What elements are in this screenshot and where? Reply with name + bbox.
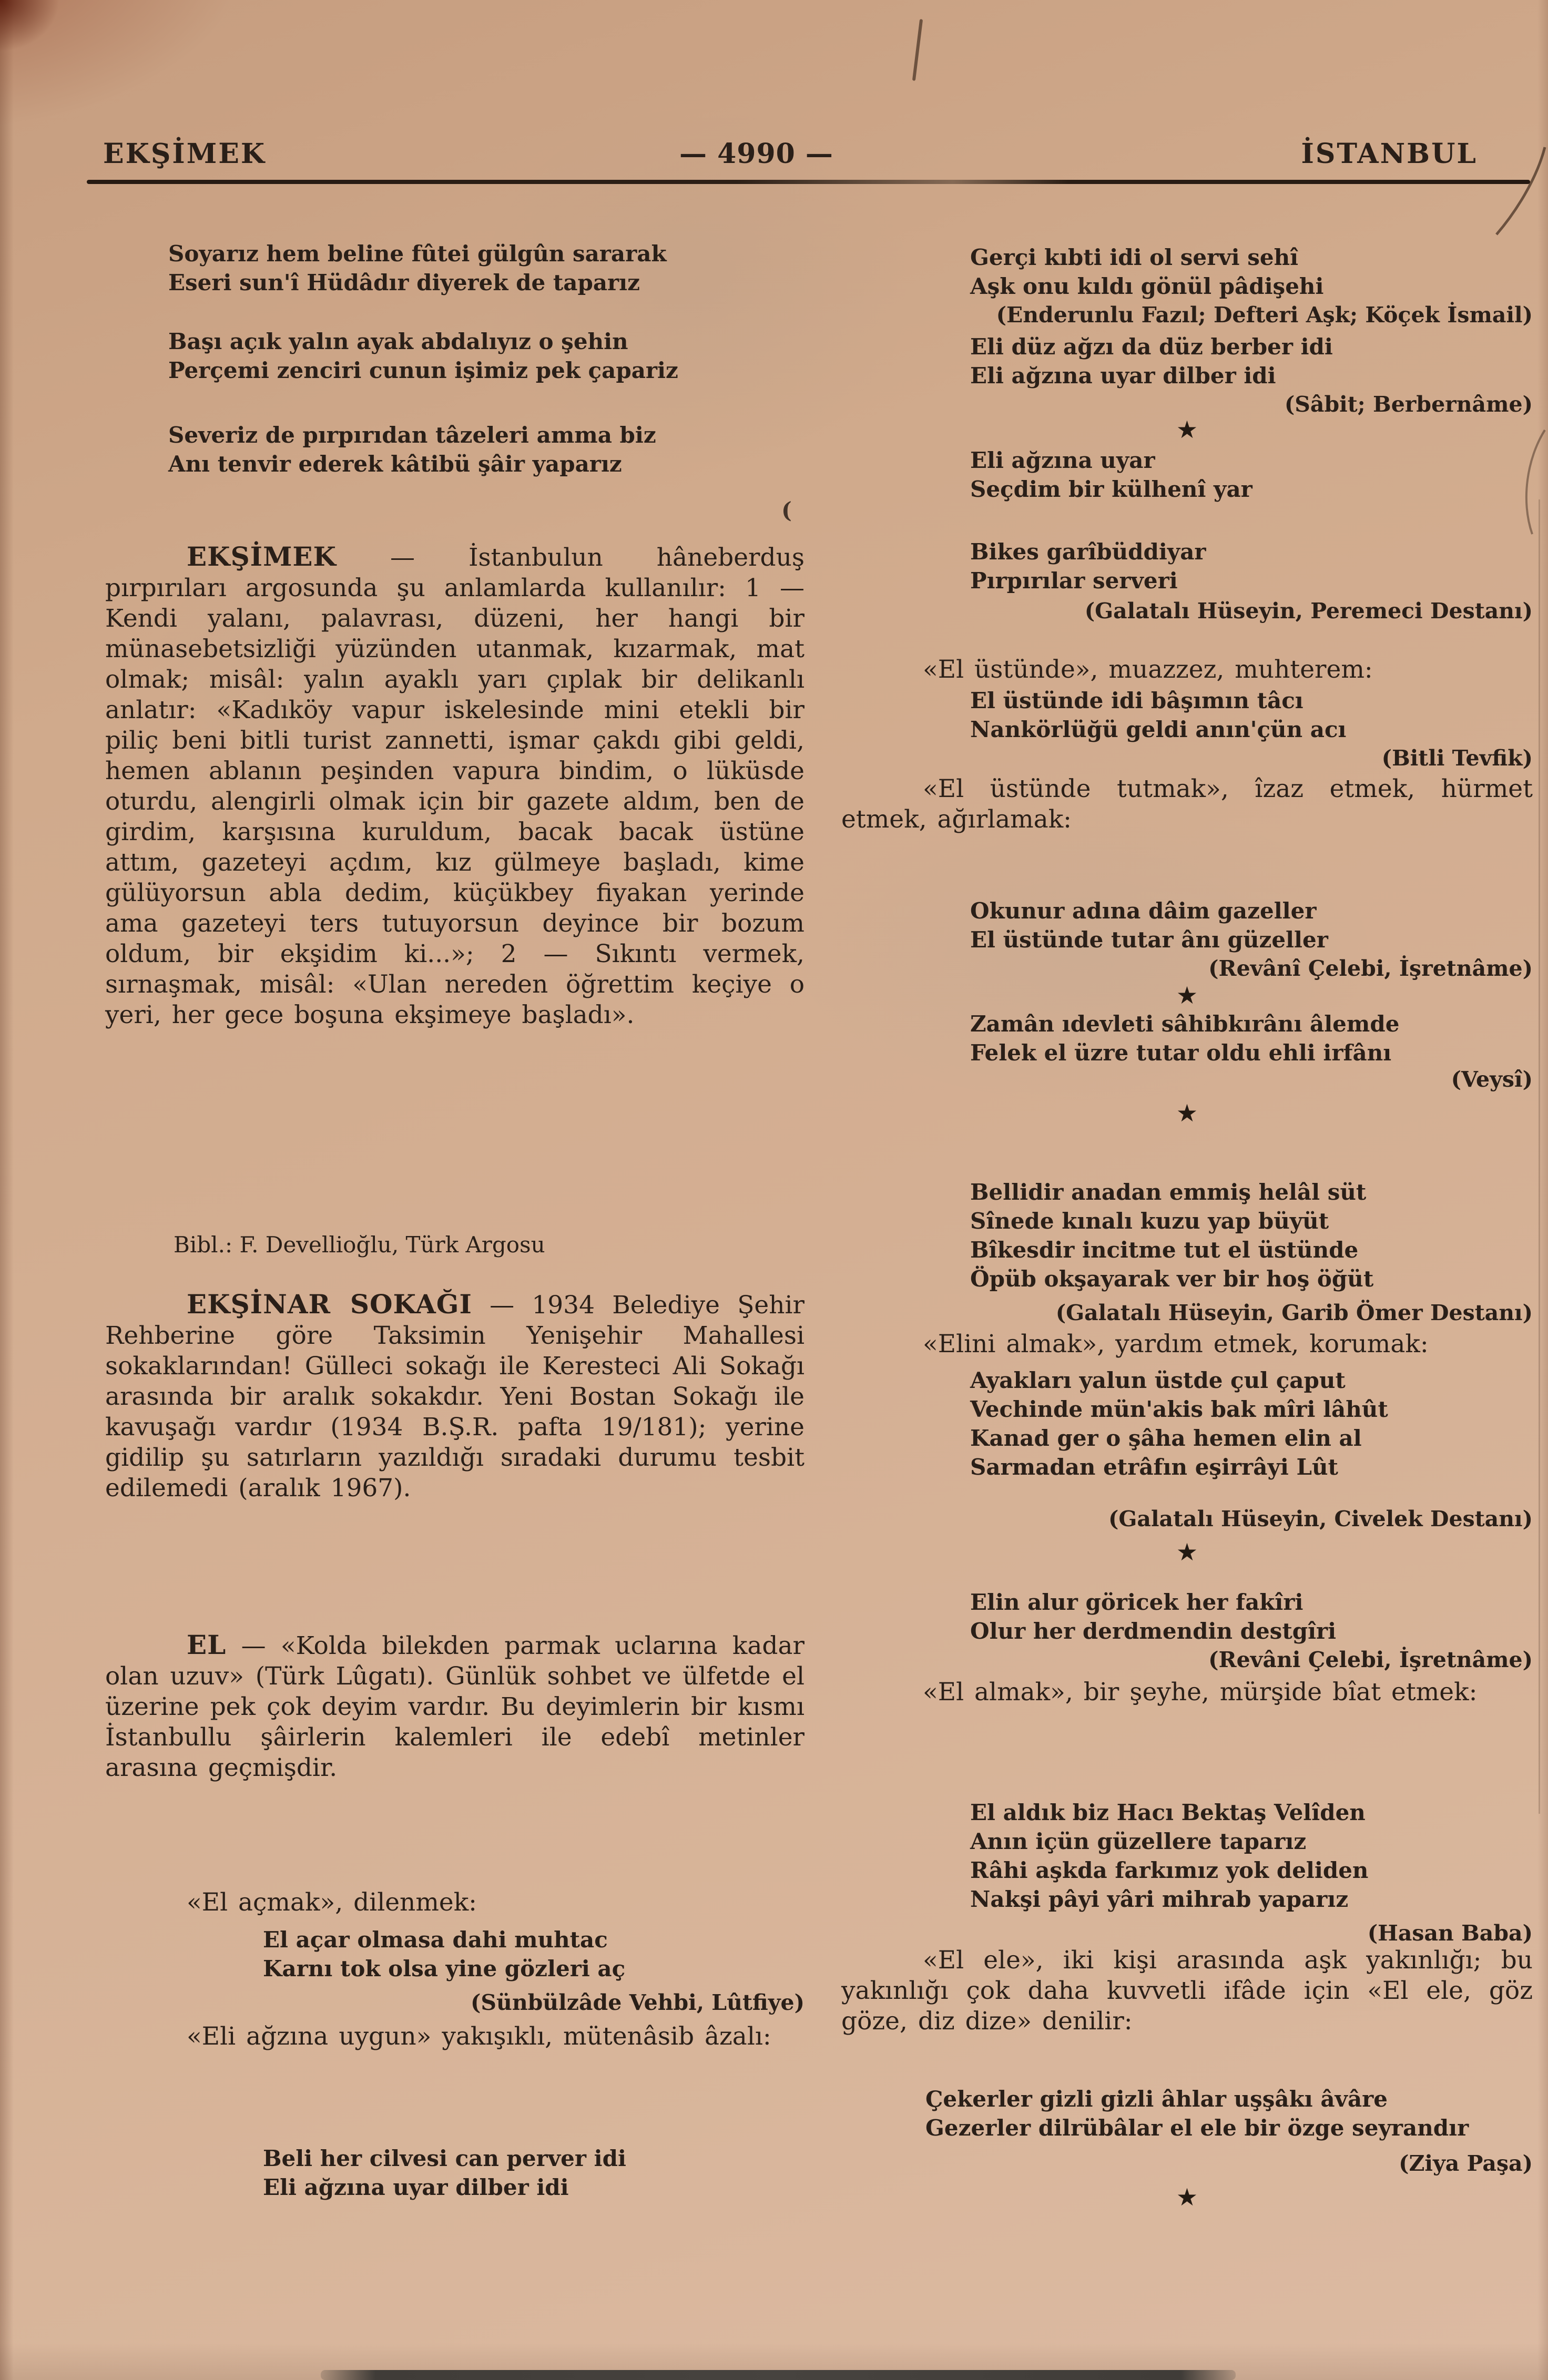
verse-line: Vechinde mün'akis bak mîri lâhût: [970, 1396, 1388, 1422]
verse-line: Öpüb okşayarak ver bir hoş öğüt: [970, 1266, 1374, 1292]
verse-line: Pırpırılar serveri: [970, 568, 1178, 594]
verse-line: Anı tenvir ederek kâtibü şâir yaparız: [168, 451, 622, 477]
star-separator-icon: ★: [1176, 1099, 1198, 1127]
verse-line: Gezerler dilrübâlar el ele bir özge seyrandır: [925, 2115, 1469, 2141]
scan-edge-band-artifact: [321, 2370, 1236, 2380]
star-separator-icon: ★: [1176, 415, 1198, 444]
verse-block: [841, 1009, 1548, 1067]
verse-line: El açar olmasa dahi muhtac: [263, 1927, 608, 1953]
verse-attribution: (Veysî): [1451, 1067, 1533, 1092]
body-paragraph: «El üstünde tutmak», îzaz etmek, hürmet etmek, ağırlamak:: [841, 774, 1533, 834]
verse-line: Gerçi kıbti idi ol servi sehî: [970, 244, 1299, 270]
verse-attribution: (Enderunlu Fazıl; Defteri Aşk; Köçek İsmail): [996, 302, 1533, 328]
verse-block: [105, 327, 868, 385]
verse-attribution: (Bitli Tevfik): [1381, 745, 1533, 771]
verse-line: Olur her derdmendin destgîri: [970, 1618, 1337, 1644]
running-head-entry: EKŞİMEK: [103, 138, 267, 170]
verse-line: Sînede kınalı kuzu yap büyüt: [970, 1208, 1329, 1234]
verse-line: Eli ağzına uyar dilber idi: [263, 2174, 569, 2200]
verse-attribution: (Ziya Paşa): [1399, 2151, 1533, 2176]
verse-line: Eseri sun'î Hüdâdır diyerek de taparız: [168, 270, 640, 295]
verse-line: Kanad ger o şâha hemen elin al: [970, 1425, 1362, 1451]
verse-line: Eli ağzına uyar dilber idi: [970, 363, 1276, 389]
verse-block: [105, 421, 868, 478]
verse-block: [841, 1366, 1548, 1482]
star-separator-icon: ★: [1176, 1538, 1198, 1566]
verse-line: El aldık biz Hacı Bektaş Velîden: [970, 1800, 1366, 1825]
verse-block: [841, 1588, 1548, 1646]
star-separator-icon: ★: [1176, 981, 1198, 1009]
verse-line: Seçdim bir külhenî yar: [970, 476, 1252, 502]
verse-block: [841, 896, 1548, 954]
verse-line: Felek el üzre tutar oldu ehli irfânı: [970, 1040, 1392, 1066]
body-paragraph: «El ele», iki kişi arasında aşk yakınlığı; bu yakınlığı çok daha kuvvetli ifâde için «El ele, göz göze, diz dize» denilir:: [841, 1946, 1533, 2036]
verse-line: Başı açık yalın ayak abdalıyız o şehin: [168, 329, 628, 354]
verse-line: Bîkesdir incitme tut el üstünde: [970, 1237, 1359, 1263]
verse-attribution: (Hasan Baba): [1367, 1921, 1533, 1946]
verse-line: Soyarız hem beline fûtei gülgûn sararak: [168, 241, 667, 267]
verse-line: Ayakları yalun üstde çul çaput: [970, 1367, 1346, 1393]
verse-line: Nakşi pâyi yâri mihrab yaparız: [970, 1886, 1349, 1912]
verse-attribution: (Sünbülzâde Vehbi, Lûtfiye): [471, 1990, 804, 2015]
verse-attribution: (Revâni Çelebi, İşretnâme): [1208, 1647, 1533, 1672]
verse-line: Anın içün güzellere taparız: [970, 1829, 1307, 1854]
verse-line: Karnı tok olsa yine gözleri aç: [263, 1956, 626, 1981]
entry-headword: EL: [187, 1629, 227, 1660]
verse-line: Aşk onu kıldı gönül pâdişehi: [970, 273, 1324, 299]
verse-block: [841, 1178, 1548, 1293]
verse-block: [105, 2144, 962, 2202]
verse-line: Severiz de pırpırıdan tâzeleri amma biz: [168, 422, 656, 448]
verse-line: Nankörlüğü geldi anın'çün acı: [970, 717, 1347, 742]
verse-block: [841, 243, 1548, 301]
scan-scratch-artifact: [912, 19, 923, 81]
body-paragraph: «El almak», bir şeyhe, mürşide bîat etmek:: [923, 1678, 1478, 1707]
verse-line: Perçemi zenciri cunun işimiz pek çapariz: [168, 357, 678, 383]
page-number: — 4990 —: [679, 138, 833, 170]
star-separator-icon: ★: [1176, 2183, 1198, 2211]
body-paragraph: «El açmak», dilenmek:: [187, 1888, 477, 1917]
entry-headword: EKŞİNAR SOKAĞI: [187, 1289, 472, 1320]
header-rule: [87, 180, 1530, 184]
verse-attribution: (Sâbit; Berbernâme): [1284, 392, 1533, 417]
verse-attribution: (Galatalı Hüseyin, Garib Ömer Destanı): [1055, 1300, 1533, 1325]
verse-line: Eli ağzına uyar: [970, 447, 1155, 473]
paragraph-text: — «Kolda bilekden parmak uclarına kadar olan uzuv» (Türk Lûgatı). Günlük sohbet ve ülfetde el üzerine pek çok deyim vardır. Bu deyimlerin bir kısmı İstanbullu şâirlerin kalemleri ile edebî metinler arasına geçmişdir.: [105, 1631, 804, 1782]
paragraph-text: — 1934 Belediye Şehir Rehberine göre Taksimin Yenişehir Mahallesi sokaklarından! Gülleci sokağı ile Keresteci Ali Sokağı arasında bir aralık sokakdır. Yeni Bostan Sokağı ile kavuşağı vardır (1934 B.Ş.R. pafta 19/181); yerine gidilip şu satırların yazıldığı sıradaki durumu tesbit edilemedi (aralık 1967).: [105, 1291, 804, 1503]
verse-line: Okunur adına dâim gazeller: [970, 898, 1317, 924]
verse-block: [841, 2085, 1548, 2142]
verse-block: [105, 1925, 962, 1983]
verse-attribution: (Revânî Çelebi, İşretnâme): [1208, 956, 1533, 981]
verse-line: Çekerler gizli gizli âhlar uşşâkı âvâre: [925, 2086, 1388, 2112]
body-paragraph: [105, 1630, 804, 1783]
body-paragraph: [105, 542, 804, 1030]
verse-block: [841, 332, 1548, 390]
body-paragraph: [105, 1289, 804, 1504]
hair-artifact-top-right: [1492, 145, 1548, 238]
verse-attribution: (Galatalı Hüseyin, Civelek Destanı): [1108, 1506, 1533, 1531]
stray-paren-mark: (: [781, 497, 792, 523]
entry-headword: EKŞİMEK: [187, 541, 337, 572]
body-paragraph: «Elini almak», yardım etmek, korumak:: [923, 1330, 1429, 1358]
paragraph-text: — İstanbulun hâneberduş pırpırıları argosunda şu anlamlarda kullanılır: 1 — Kendi yalanı, palavrası, düzeni, her hangi bir münasebetsizliği yüzünden utanmak, kızarmak, mat olmak; misâl: yalın ayaklı yarı çıplak bir delikanlı anlatır: «Kadıköy vapur iskelesinde mini etekli bir piliç beni bitli turist zannetti, işmar çakdı gibi geldi, hemen ablanın peşinden vapura bindim, o lüküsde oturdu, alengirli olmak için bir gazete aldım, ben de girdim, karşısına kuruldum, bacak bacak üstüne attım, gazeteyi açdım, kız gülmeye başladı, kime gülüyorsun abla dedim, küçükbey fiyakan yerinde ama gazeteyi ters tutuyorsun deyince bir bozum oldum, bir ekşidim ki...»; 2 — Sıkıntı vermek, sırnaşmak, misâl: «Ulan nereden öğrettim keçiye o yeri, her gece boşuna ekşimeye başladı».: [105, 543, 804, 1029]
verse-block: [841, 686, 1548, 744]
body-paragraph: «Eli ağzına uygun» yakışıklı, mütenâsib âzalı:: [187, 2022, 771, 2051]
body-paragraph: «El üstünde», muazzez, muhterem:: [923, 655, 1373, 684]
verse-line: Sarmadan etrâfın eşirrâyi Lût: [970, 1454, 1338, 1480]
verse-line: Râhi aşkda farkımız yok deliden: [970, 1857, 1369, 1883]
verse-line: Zamân ıdevleti sâhibkırânı âlemde: [970, 1011, 1400, 1037]
verse-attribution: (Galatalı Hüseyin, Peremeci Destanı): [1084, 598, 1533, 624]
verse-line: El üstünde idi bâşımın tâcı: [970, 688, 1303, 713]
verse-line: Beli her cilvesi can perver idi: [263, 2146, 626, 2171]
running-head-title: İSTANBUL: [1301, 138, 1478, 170]
verse-line: Bellidir anadan emmiş helâl süt: [970, 1179, 1367, 1205]
verse-line: Eli düz ağzı da düz berber idi: [970, 334, 1333, 360]
verse-line: Elin alur göricek her fakîri: [970, 1589, 1303, 1615]
bibliography-line: Bibl.: F. Devellioğlu, Türk Argosu: [174, 1232, 545, 1258]
verse-line: El üstünde tutar ânı güzeller: [970, 927, 1328, 953]
verse-block: [105, 239, 868, 297]
verse-block: [841, 446, 1548, 504]
verse-block: [841, 537, 1548, 595]
verse-block: [841, 1798, 1548, 1914]
verse-line: Bikes garîbüddiyar: [970, 539, 1206, 565]
